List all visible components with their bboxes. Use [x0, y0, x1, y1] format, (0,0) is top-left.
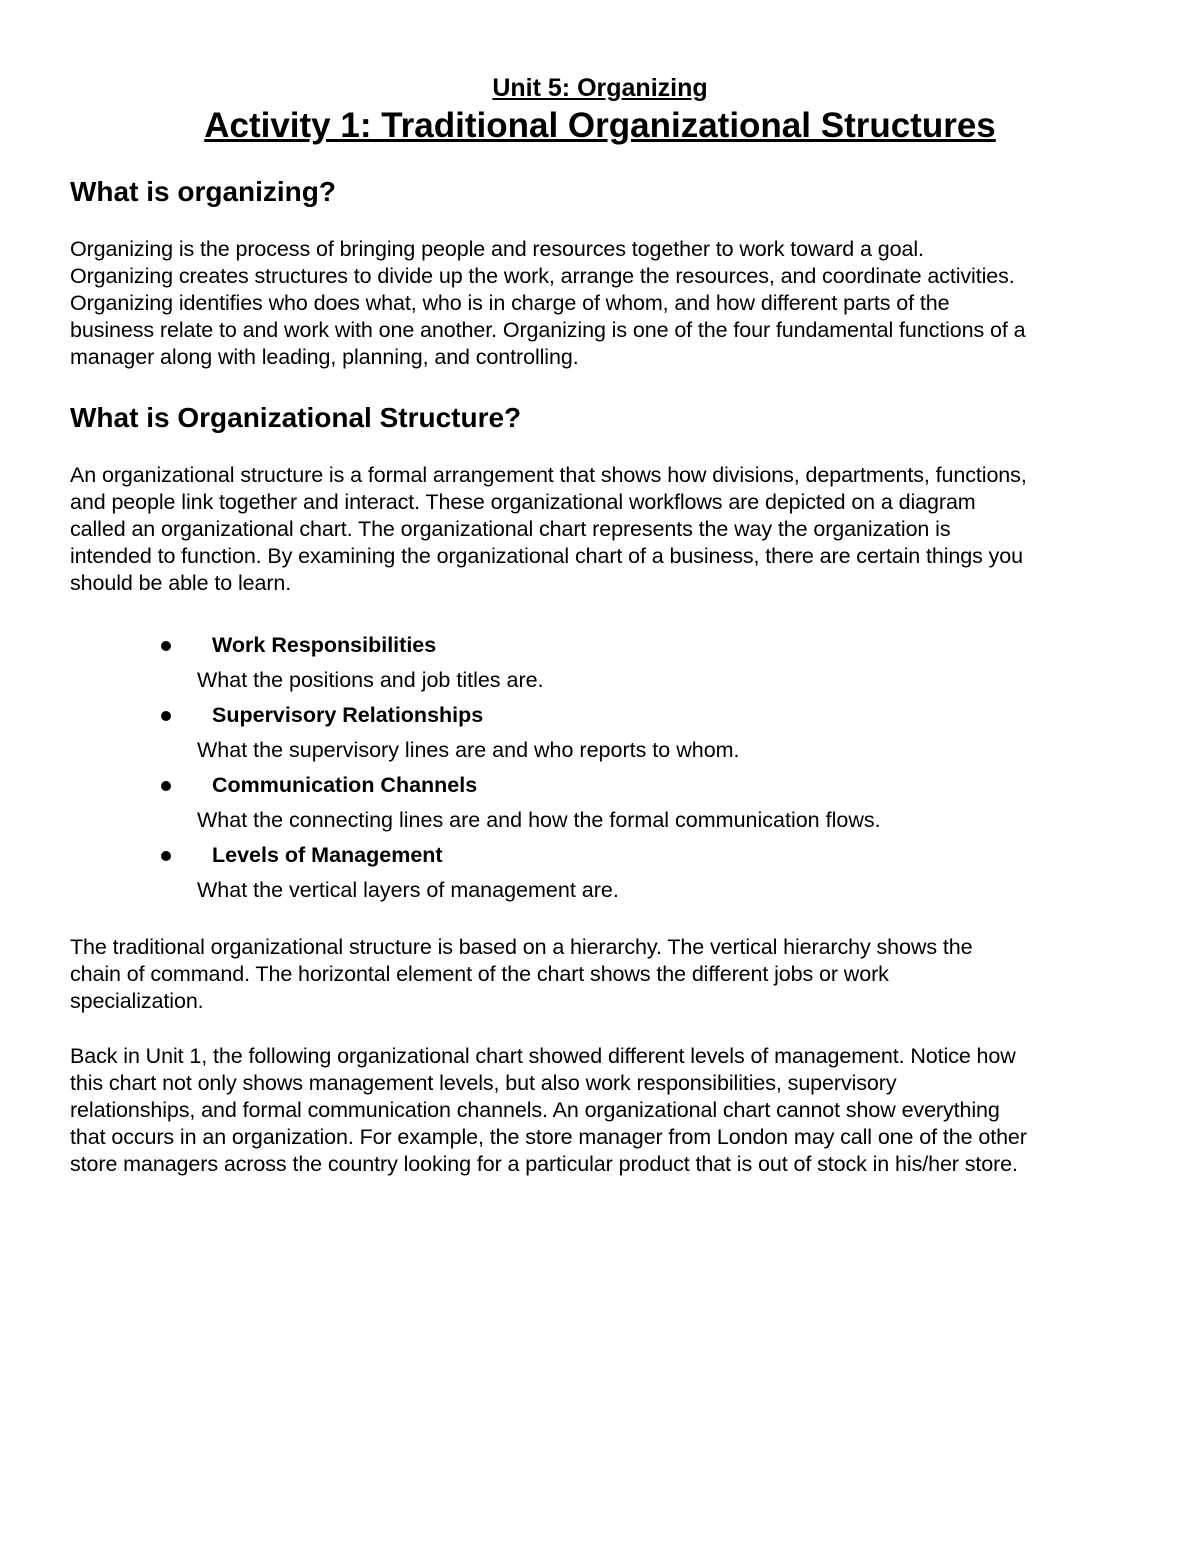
unit-title: Unit 5: Organizing [492, 74, 708, 102]
text-line: intended to function. By examining the organizational chart of a business, there are certain things you [70, 544, 1024, 568]
text-line: The traditional organizational structure is based on a hierarchy. The vertical hierarchy shows the [70, 935, 973, 959]
bullet-description: What the connecting lines are and how the formal communication flows. [197, 808, 881, 832]
text-line: Organizing creates structures to divide up the work, arrange the resources, and coordinate activities. [70, 264, 1015, 288]
text-line: this chart not only shows management levels, but also work responsibilities, supervisory [70, 1071, 897, 1095]
text-line: store managers across the country looking for a particular product that is out of stock in his/her store. [70, 1152, 1018, 1176]
paragraph-structure [70, 462, 1140, 597]
bullet-description: What the vertical layers of management are. [197, 878, 619, 902]
section-heading-organizing: What is organizing? [70, 176, 336, 207]
bullet-item-communication-channels [0, 768, 1200, 838]
text-line: business relate to and work with one another. Organizing is one of the four fundamental functions of a [70, 318, 1026, 342]
bullet-list [0, 628, 1200, 908]
bullet-item-levels-of-management [0, 838, 1200, 908]
text-line: relationships, and formal communication channels. An organizational chart cannot show everything [70, 1098, 1000, 1122]
bullet-dot-icon [161, 641, 171, 651]
text-line: Back in Unit 1, the following organizational chart showed different levels of management. Notice how [70, 1044, 1016, 1068]
section-heading-structure: What is Organizational Structure? [70, 402, 522, 433]
text-line: called an organizational chart. The organizational chart represents the way the organization is [70, 517, 951, 541]
bullet-description: What the supervisory lines are and who reports to whom. [197, 738, 740, 762]
text-line: manager along with leading, planning, and controlling. [70, 345, 579, 369]
bullet-title: Levels of Management [212, 843, 443, 867]
text-line: Organizing is the process of bringing people and resources together to work toward a goal. [70, 237, 924, 261]
bullet-title: Supervisory Relationships [212, 703, 484, 727]
text-line: should be able to learn. [70, 571, 292, 595]
paragraph-organizing [70, 236, 1140, 371]
text-line: specialization. [70, 989, 204, 1013]
bullet-title: Communication Channels [212, 773, 478, 797]
text-line: chain of command. The horizontal element of the chart shows the different jobs or work [70, 962, 889, 986]
bullet-item-work-responsibilities [0, 628, 1200, 698]
bullet-dot-icon [161, 781, 171, 791]
text-line: and people link together and interact. These organizational workflows are depicted on a diagram [70, 490, 976, 514]
text-line: An organizational structure is a formal arrangement that shows how divisions, departments, functions, [70, 463, 1027, 487]
bullet-dot-icon [161, 851, 171, 861]
text-line: that occurs in an organization. For example, the store manager from London may call one of the other [70, 1125, 1027, 1149]
bullet-description: What the positions and job titles are. [197, 668, 544, 692]
bullet-title: Work Responsibilities [212, 633, 437, 657]
bullet-item-supervisory-relationships [0, 698, 1200, 768]
paragraph-unit1-chart [70, 1043, 1140, 1178]
bullet-dot-icon [161, 711, 171, 721]
paragraph-traditional-structure [70, 934, 1140, 1015]
activity-title: Activity 1: Traditional Organizational Structures [204, 106, 996, 145]
text-line: Organizing identifies who does what, who is in charge of whom, and how different parts of the [70, 291, 950, 315]
